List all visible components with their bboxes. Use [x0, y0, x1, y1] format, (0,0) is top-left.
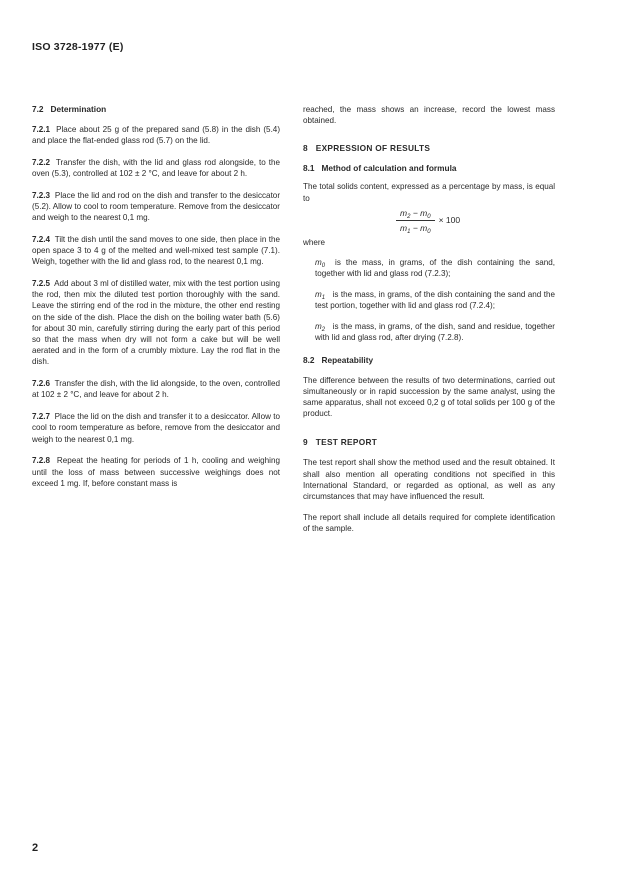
section-8-heading — [303, 143, 555, 153]
report-paragraph-2: The report shall include all details required for complete identification of the sample. — [303, 513, 555, 534]
definition-symbol: $m_1$ — [315, 289, 326, 301]
clause-text: Place the lid and rod on the dish and transfer to the desiccator (5.2). Allow to cool to room temperature. Remove from the desiccator and weigh to the nearest 0,1 mg. — [32, 190, 281, 222]
heading-7-2 — [32, 104, 280, 114]
section-number: 8 — [303, 143, 308, 154]
right-column — [303, 104, 555, 535]
heading-8-2 — [303, 355, 555, 365]
formula — [396, 208, 555, 233]
heading-number: 8.2 — [303, 355, 315, 366]
clause-text: Repeat the heating for periods of 1 h, cooling and weighing until the loss of mass between successive weighings does not exceed 1 mg. If, before constant mass is — [32, 456, 280, 488]
definition-m0 — [315, 257, 555, 279]
clause-text: Tilt the dish until the sand moves to one side, then place in the open space 3 to 4 g of the melted and well-mixed test sample (7.1). Weigh, together with the lid and glass rod, to the nearest 0,1 mg. — [32, 234, 280, 267]
clause-number: 7.2.4 — [32, 234, 51, 244]
paragraph-7-2-7 — [32, 411, 280, 445]
clause-number: 7.2.6 — [32, 379, 51, 389]
clause-text: Place the lid on the dish and transfer it to a desiccator. Allow to cool to room temperature as before, remove from the desiccator and weigh to the nearest 0,1 mg. — [32, 412, 281, 444]
paragraph-7-2-8 — [32, 455, 280, 489]
paragraph-7-2-6 — [32, 378, 280, 400]
heading-number: 7.2 — [32, 104, 44, 114]
paragraph-7-2-5 — [32, 278, 280, 368]
heading-text: Determination — [50, 104, 107, 114]
clause-number: 7.2.3 — [32, 190, 51, 200]
formula-intro: The total solids content, expressed as a percentage by mass, is equal to — [303, 182, 555, 203]
definition-text: is the mass, in grams, of the dish containing the sand and the test portion, together with lid and glass rod (7.2.4); — [315, 289, 555, 311]
report-paragraph-1: The test report shall show the method used and the result obtained. It shall also mention all operating conditions not specified in this International Standard, or regarded as optional, as well as any circumstances that may have influenced the result. — [303, 458, 555, 502]
formula-denominator: $m_1 - m_0$ — [400, 222, 431, 235]
clause-text: Transfer the dish, with the lid alongside, to the oven, controlled at 102 ± 2 °C, and leave for about 2 h. — [32, 379, 280, 400]
clause-text: Place about 25 g of the prepared sand (5.8) in the dish (5.4) and place the flat-ended glass rod (5.7) on the lid. — [32, 124, 281, 145]
clause-number: 7.2.5 — [32, 279, 51, 288]
definition-text: is the mass, in grams, of the dish, sand and residue, together with lid and glass rod, after drying (7.2.8). — [315, 321, 555, 342]
paragraph-7-2-4 — [32, 234, 280, 268]
page-number: 2 — [32, 842, 39, 854]
clause-number: 7.2.7 — [32, 412, 51, 422]
left-column — [32, 104, 280, 500]
clause-number: 7.2.1 — [32, 124, 51, 134]
definition-text: is the mass, in grams, of the dish containing the sand, together with lid and glass rod (7.2.3); — [315, 258, 555, 279]
heading-text: Method of calculation and formula — [321, 163, 457, 174]
section-title: EXPRESSION OF RESULTS — [315, 143, 431, 154]
heading-8-1 — [303, 163, 555, 173]
repeatability-text: The difference between the results of two determinations, carried out simultaneously or in rapid succession by the same analyst, using the same apparatus, shall not exceed 0,2 g of total solids per 100 g of the product. — [303, 375, 555, 419]
clause-text: Transfer the dish, with the lid and glass rod alongside, to the oven (5.3), controlled at 102 ± 2 °C, and leave for about 2 h. — [32, 157, 280, 178]
paragraph-7-2-2 — [32, 157, 280, 179]
section-title: TEST REPORT — [315, 437, 378, 448]
definition-m2 — [315, 321, 555, 343]
paragraph-7-2-3 — [32, 190, 280, 224]
definition-symbol: $m_2$ — [315, 321, 326, 333]
definition-symbol: $m_0$ — [315, 258, 326, 270]
clause-number: 7.2.2 — [32, 157, 51, 167]
continuation-text: reached, the mass shows an increase, record the lowest mass obtained. — [303, 105, 555, 126]
clause-text: Add about 3 ml of distilled water, mix with the test portion using the rod, then mix the diluted test portion thoroughly with the sand. Leave the stirring end of the rod in the mixture, the other end resting on the side of the dish. Place the dish on the boiling water bath (5.6) for about 30 min, carefully stirring during the early part of this period so that the mass when dry will not form a cake but will be well aerated and in the form of a crumbly mixture. Lay the rod flat in the dish. — [32, 279, 280, 367]
heading-text: Repeatability — [321, 355, 374, 366]
clause-number: 7.2.8 — [32, 456, 51, 466]
formula-numerator: $m_2 - m_0$ — [396, 208, 435, 221]
formula-multiplier: × 100 — [438, 215, 461, 226]
section-number: 9 — [303, 437, 308, 448]
document-header: ISO 3728-1977 (E) — [32, 41, 124, 53]
definition-m1 — [315, 289, 555, 311]
section-9-heading — [303, 437, 555, 447]
formula-fraction — [396, 208, 435, 233]
where-label: where — [303, 237, 326, 247]
paragraph-7-2-1 — [32, 124, 280, 146]
heading-number: 8.1 — [303, 163, 315, 174]
